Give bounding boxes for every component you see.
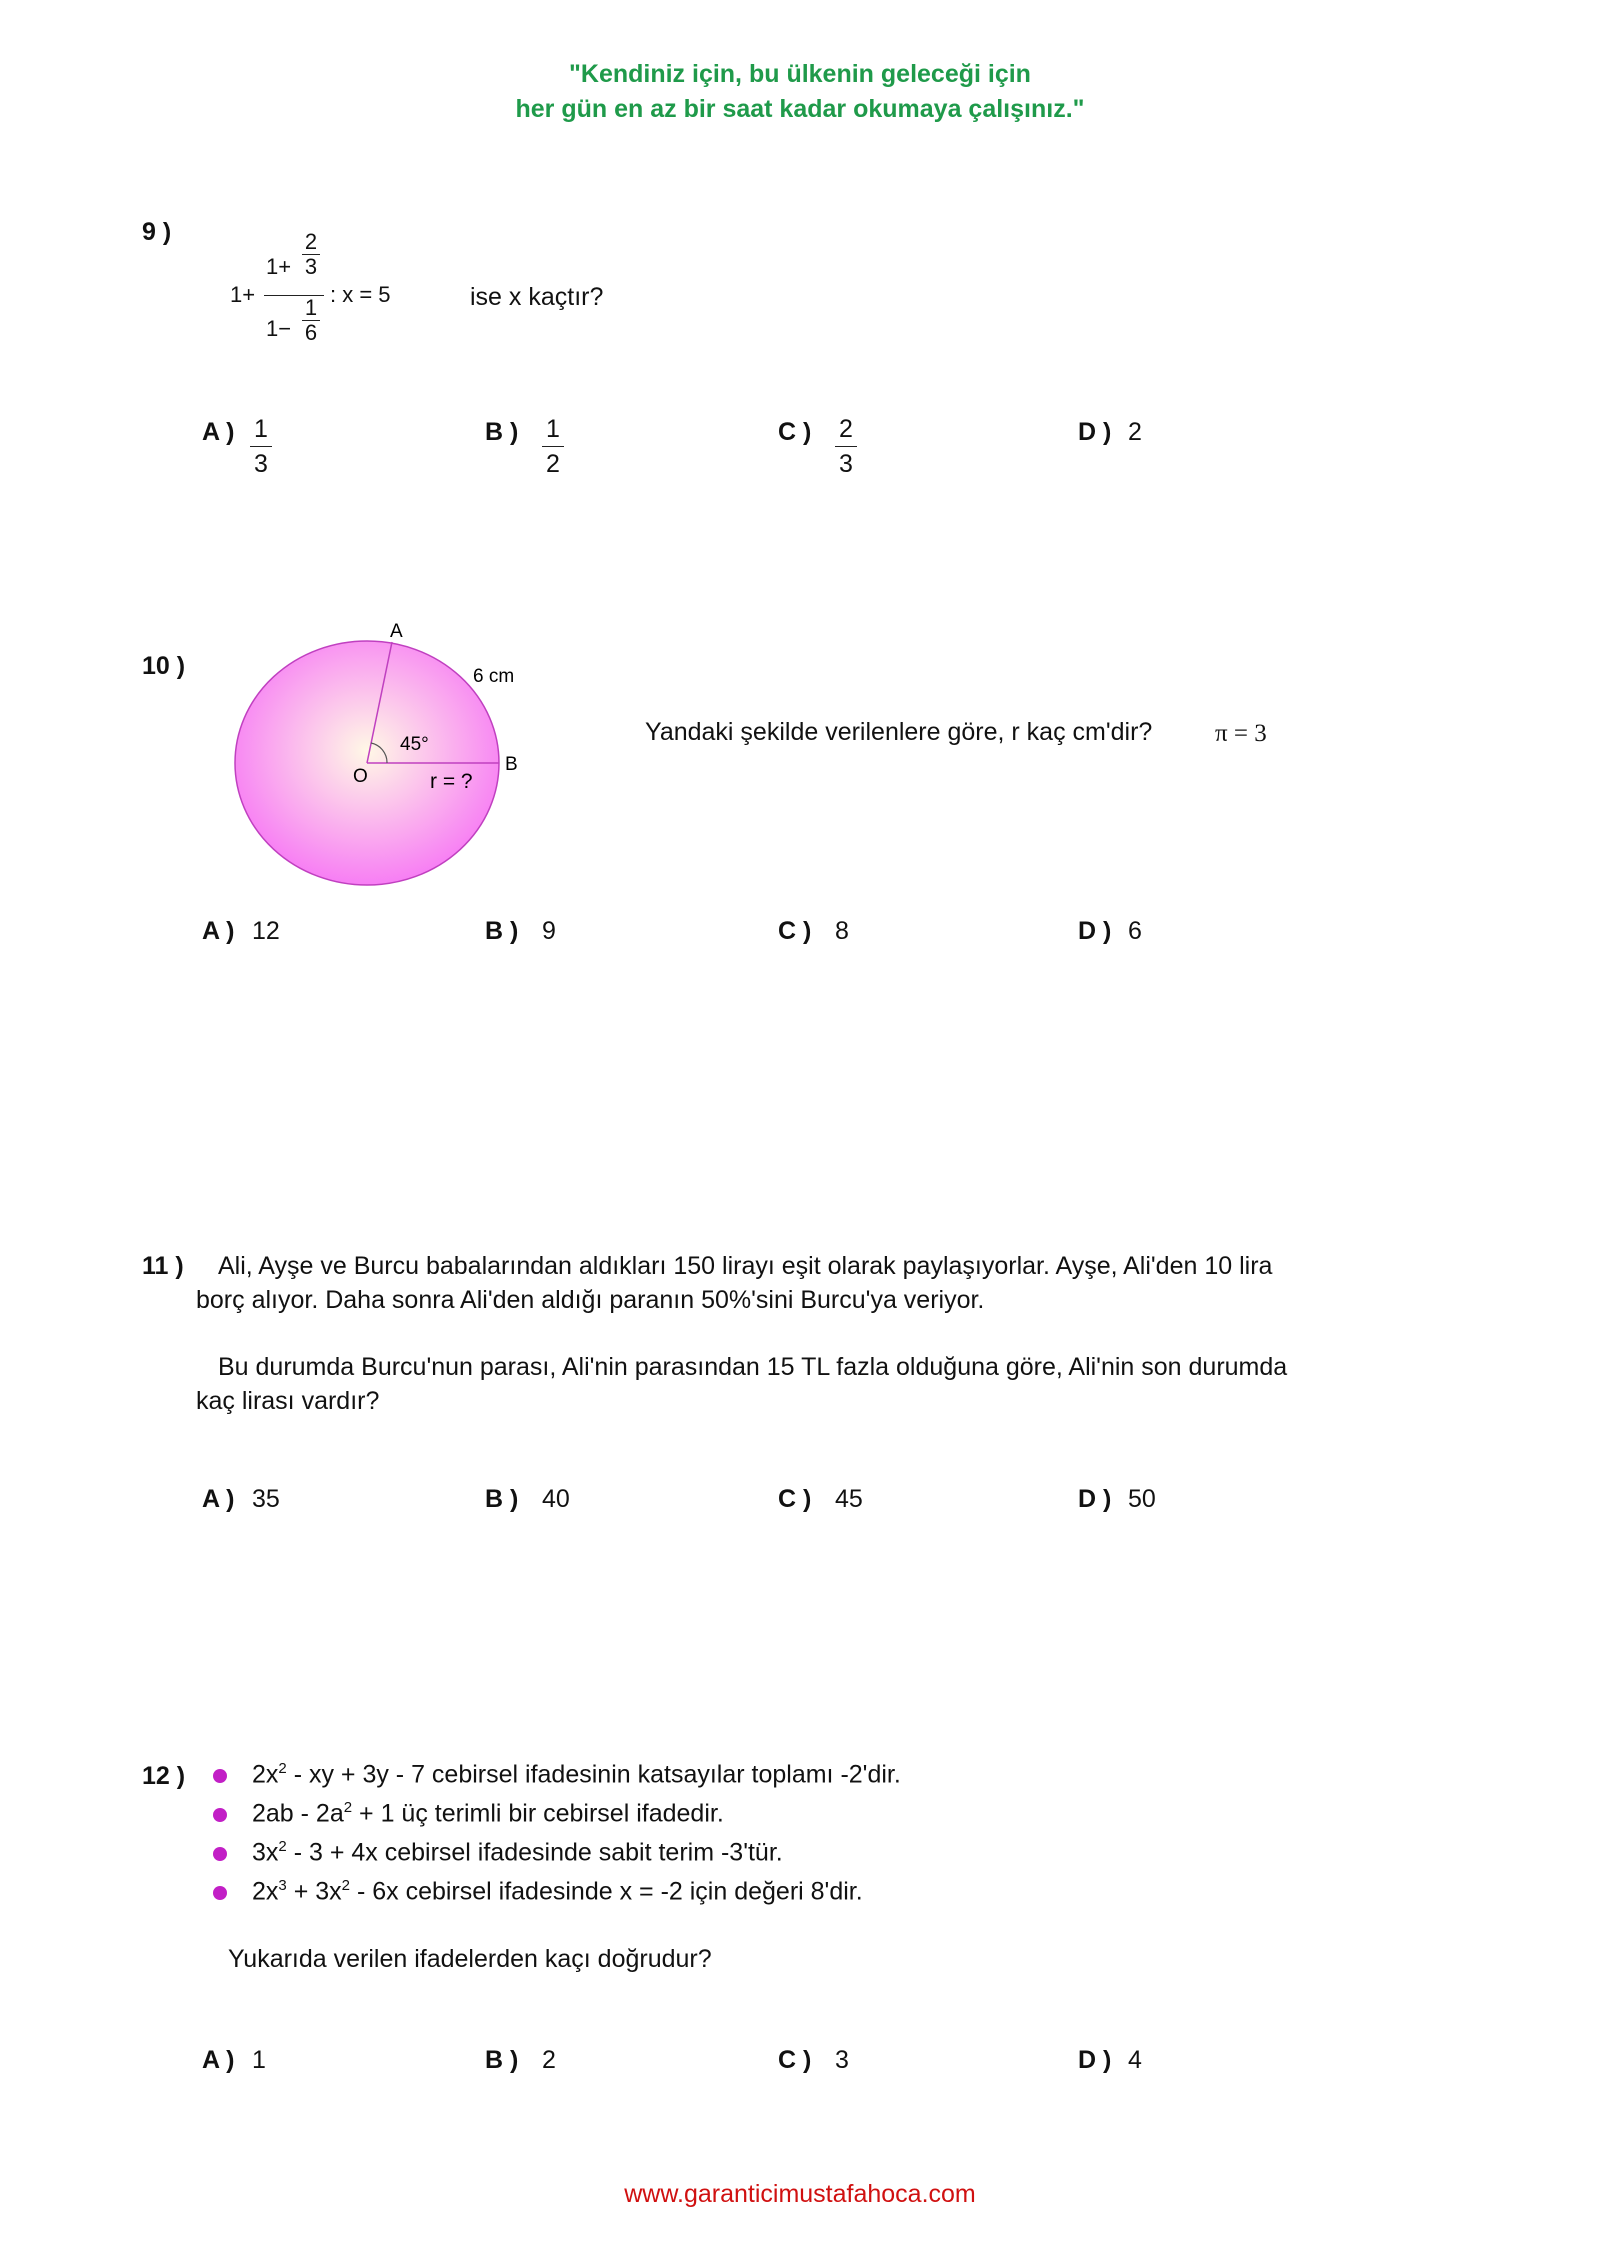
q10-option-c-value[interactable]: 8 (835, 917, 849, 945)
q12-option-d-label[interactable]: D ) (1078, 2046, 1112, 2074)
smiley-bullet-icon (213, 1808, 227, 1822)
q11-option-a-label[interactable]: A ) (202, 1485, 235, 1513)
q12-option-d-value[interactable]: 4 (1128, 2046, 1142, 2074)
point-a-label: A (390, 621, 403, 642)
q9-option-c-value[interactable] (835, 414, 857, 479)
expr-frac-den: 3 (304, 254, 318, 279)
question-11-line-2: borç alıyor. Daha sonra Ali'den aldığı paranın 50%'sini Burcu'ya veriyor. (196, 1286, 985, 1314)
question-10-text: Yandaki şekilde verilenlere göre, r kaç cm'dir? (645, 718, 1153, 746)
expr-inner-num-frac (302, 230, 320, 279)
q11-option-b-label[interactable]: B ) (485, 1485, 519, 1513)
expr-inner-den-frac (302, 296, 320, 345)
arc-length-label: 6 cm (473, 666, 515, 687)
question-9-text: ise x kaçtır? (470, 283, 604, 311)
expr-frac-num: 2 (304, 229, 318, 254)
q12-option-b-label[interactable]: B ) (485, 2046, 519, 2074)
question-11-line-4: kaç lirası vardır? (196, 1387, 380, 1415)
smiley-bullet-icon (213, 1769, 227, 1783)
frac-den: 3 (254, 450, 268, 478)
expr-inner-den-lead: 1− (266, 316, 292, 341)
question-12-number: 12 ) (142, 1762, 186, 1790)
statement-2-sup: 2 (343, 1799, 353, 1816)
q9-option-c-label[interactable]: C ) (778, 418, 812, 446)
question-11-line-1: Ali, Ayşe ve Burcu babalarından aldıkları 150 lirayı eşit olarak paylaşıyorlar. Ayşe, Ali'den 10 lira (218, 1252, 1273, 1280)
center-o-label: O (353, 766, 368, 787)
point-b-label: B (505, 754, 518, 775)
q9-option-b-label[interactable]: B ) (485, 418, 519, 446)
q9-option-d-label[interactable]: D ) (1078, 418, 1112, 446)
question-11-number: 11 ) (142, 1252, 184, 1280)
motto-line-1: "Kendiniz için, bu ülkenin geleceği için (569, 60, 1031, 88)
angle-label: 45° (400, 734, 429, 755)
frac-num: 1 (546, 415, 560, 443)
statement-4-sup-2: 2 (341, 1877, 350, 1894)
q10-option-b-label[interactable]: B ) (485, 917, 519, 945)
q9-option-b-value[interactable] (542, 414, 564, 479)
frac-bar (542, 446, 564, 447)
statement-4-part-a: 2x (252, 1877, 279, 1906)
circle-figure (220, 620, 540, 890)
radius-label: r = ? (430, 770, 473, 793)
frac-num: 1 (254, 415, 268, 443)
motto-line-2: her gün en az bir saat kadar okumaya çalışınız." (515, 95, 1085, 123)
statement-4-sup: 3 (278, 1877, 287, 1894)
q12-option-c-label[interactable]: C ) (778, 2046, 812, 2074)
q11-option-d-value[interactable]: 50 (1128, 1485, 1156, 1513)
q12-option-b-value[interactable]: 2 (542, 2046, 556, 2074)
statement-1-part-a: 2x (252, 1760, 279, 1789)
statement-3-sup: 2 (278, 1838, 287, 1855)
statement-4-part-c: - 6x cebirsel ifadesinde x = -2 için değeri 8'dir. (350, 1877, 863, 1906)
statement-2-part-a: 2ab - 2a (252, 1799, 344, 1828)
pi-note: π = 3 (1215, 720, 1267, 747)
expr-frac-den: 6 (304, 320, 318, 345)
q11-option-a-value[interactable]: 35 (252, 1485, 280, 1513)
statement-3 (252, 1838, 783, 1867)
frac-bar (250, 446, 272, 447)
question-12-text: Yukarıda verilen ifadelerden kaçı doğrudur? (228, 1945, 712, 1973)
frac-den: 2 (546, 450, 560, 478)
statement-1-part-b: - xy + 3y - 7 cebirsel ifadesinin katsayılar toplamı -2'dir. (286, 1760, 901, 1789)
q9-option-a-label[interactable]: A ) (202, 418, 235, 446)
expr-frac-num: 1 (304, 295, 318, 320)
frac-num: 2 (839, 415, 853, 443)
q10-option-d-label[interactable]: D ) (1078, 917, 1112, 945)
q12-option-a-value[interactable]: 1 (252, 2046, 266, 2074)
statement-1-sup: 2 (278, 1760, 287, 1777)
q9-option-d-value[interactable]: 2 (1128, 418, 1142, 446)
q9-option-a-value[interactable] (250, 414, 272, 479)
statement-3-part-a: 3x (252, 1838, 279, 1867)
statement-4 (252, 1877, 863, 1906)
q10-option-a-label[interactable]: A ) (202, 917, 235, 945)
q12-option-a-label[interactable]: A ) (202, 2046, 235, 2074)
question-9-expression (230, 229, 420, 366)
statement-2-part-b: + 1 üç terimli bir cebirsel ifadedir. (352, 1799, 724, 1828)
frac-den: 3 (839, 450, 853, 478)
smiley-bullet-icon (213, 1886, 227, 1900)
q10-option-c-label[interactable]: C ) (778, 917, 812, 945)
q10-option-b-value[interactable]: 9 (542, 917, 556, 945)
statement-2 (252, 1799, 724, 1828)
statement-1 (252, 1760, 901, 1789)
statement-3-part-b: - 3 + 4x cebirsel ifadesinde sabit terim -3'tür. (286, 1838, 783, 1867)
q11-option-d-label[interactable]: D ) (1078, 1485, 1112, 1513)
q11-option-c-value[interactable]: 45 (835, 1485, 863, 1513)
q12-option-c-value[interactable]: 3 (835, 2046, 849, 2074)
frac-bar (835, 446, 857, 447)
q11-option-c-label[interactable]: C ) (778, 1485, 812, 1513)
question-9-number: 9 ) (142, 218, 172, 246)
expr-inner-num-lead: 1+ (266, 254, 292, 279)
statement-4-part-b: + 3x (286, 1877, 342, 1906)
expr-outer-lead: 1+ (230, 282, 256, 307)
q11-option-b-value[interactable]: 40 (542, 1485, 570, 1513)
footer-url-link[interactable]: www.garanticimustafahoca.com (624, 2180, 976, 2208)
q10-option-a-value[interactable]: 12 (252, 917, 280, 945)
q10-option-d-value[interactable]: 6 (1128, 917, 1142, 945)
question-10-number: 10 ) (142, 652, 186, 680)
smiley-bullet-icon (213, 1847, 227, 1861)
question-11-line-3: Bu durumda Burcu'nun parası, Ali'nin parasından 15 TL fazla olduğuna göre, Ali'nin son durumda (218, 1353, 1288, 1381)
expr-tail: : x = 5 (330, 282, 391, 307)
